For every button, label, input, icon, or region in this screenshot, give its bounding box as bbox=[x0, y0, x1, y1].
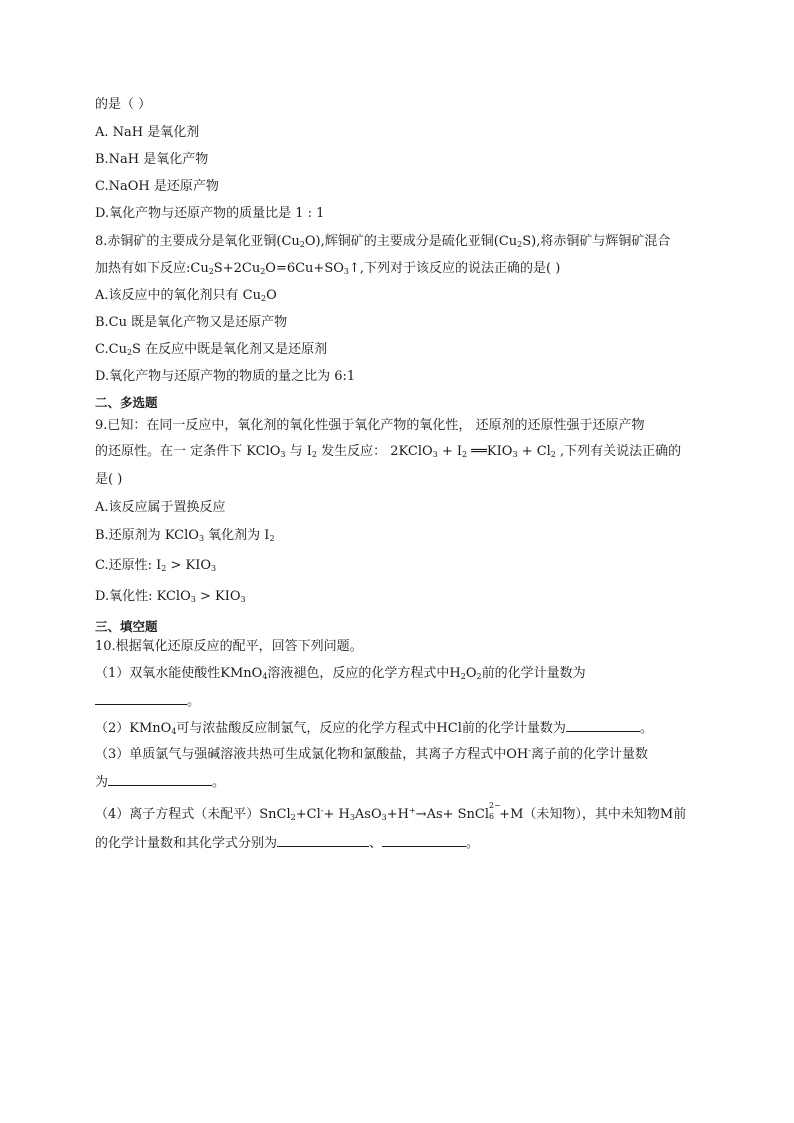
q7-stem-tail: 的是（ ） bbox=[95, 97, 152, 112]
q9-stem-line3: 是( ) bbox=[95, 472, 123, 487]
answer-blank-5[interactable] bbox=[382, 834, 466, 847]
q8-option-a: A.该反应中的氧化剂只有 $Cu_2O$ bbox=[95, 288, 277, 303]
q10-part3-line2: 为 。 bbox=[95, 775, 226, 790]
q9-option-a: A.该反应属于置换反应 bbox=[95, 500, 226, 515]
q8-stem-line2: 加热有如下反应$:Cu_2S+2Cu_2O=6Cu+SO_3↑$,下列对于该反应的说法正确的是( ) bbox=[95, 261, 561, 276]
q9-stem-line2: 的还原性。在一 定条件下 KClO$_3$ 与 $I_2$ 发生反应： 2KClO$_3$ + $I_2$ $══KIO_3 + Cl_2$ ,下列有关说法正确的 bbox=[95, 444, 682, 459]
q10-part4-line2: 的化学计量数和其化学式分别为 、 。 bbox=[95, 836, 480, 851]
q10-part1-line1: （1）双氧水能使酸性KMnO$_4$溶液褪色，反应的化学方程式中$H_2O_2$前的化学计量数为 bbox=[95, 666, 586, 681]
q9-option-b: B.还原剂为 KClO$_3$ 氧化剂为 $I_2$ bbox=[95, 528, 275, 543]
q8-option-d: D.氧化产物与还原产物的物质的量之比为 6:1 bbox=[95, 369, 356, 384]
section-heading-fill-in: 三、填空题 bbox=[95, 619, 158, 634]
answer-blank-1[interactable] bbox=[95, 692, 187, 705]
q10-intro: 10.根据氧化还原反应的配平，回答下列问题。 bbox=[95, 639, 363, 654]
q10-part1-line2: 。 bbox=[95, 692, 200, 711]
q10-part2: （2）KMnO$_4$可与浓盐酸反应制氯气，反应的化学方程式中HCl前的化学计量数为 。 bbox=[95, 721, 653, 736]
q9-option-d: D.氧化性: KClO$_3$ > $KIO_3$ bbox=[95, 589, 246, 604]
q7-option-d: D.氧化产物与还原产物的质量比是 1 : 1 bbox=[95, 206, 325, 221]
answer-blank-2[interactable] bbox=[566, 719, 640, 732]
q8-option-c: $C.Cu_2S$ 在反应中既是氧化剂又是还原剂 bbox=[95, 342, 328, 357]
q9-stem-line1: 9.已知：在同一反应中，氧化剂的氧化性强于氧化产物的氧化性， 还原剂的还原性强于还原产物 bbox=[95, 418, 645, 433]
sncl6-charge: 2− 6 bbox=[489, 801, 501, 821]
section-heading-multiple-choice: 二、多选题 bbox=[95, 395, 158, 410]
q8-option-b: B.Cu 既是氧化产物又是还原产物 bbox=[95, 315, 288, 330]
q7-option-b: B.NaH 是氧化产物 bbox=[95, 152, 209, 167]
q10-part3-line1: （3）单质氯气与强碱溶液共热可生成氯化物和氯酸盐，其离子方程式中OH-离子前的化学计量数 bbox=[95, 746, 648, 762]
q7-option-a: A. NaH 是氧化剂 bbox=[95, 125, 200, 140]
answer-blank-3[interactable] bbox=[108, 773, 212, 786]
q8-stem-line1: 8.赤铜矿的主要成分是氧化亚铜$(Cu_2O)$,辉铜矿的主要成分是硫化亚铜$(Cu_2S)$,将赤铜矿与辉铜矿混合 bbox=[95, 234, 671, 249]
answer-blank-4[interactable] bbox=[277, 834, 369, 847]
q7-option-c: C.NaOH 是还原产物 bbox=[95, 179, 219, 194]
q9-option-c: C.还原性: $I_2 > KIO_3$ bbox=[95, 558, 217, 573]
q10-part4-line1: （4）离子方程式（未配平）SnCl$_2$+Cl-+ $H_3AsO_3+H^+\to As+$ SnCl 2− 6 +M（未知物），其中未知物M前 bbox=[95, 801, 687, 822]
